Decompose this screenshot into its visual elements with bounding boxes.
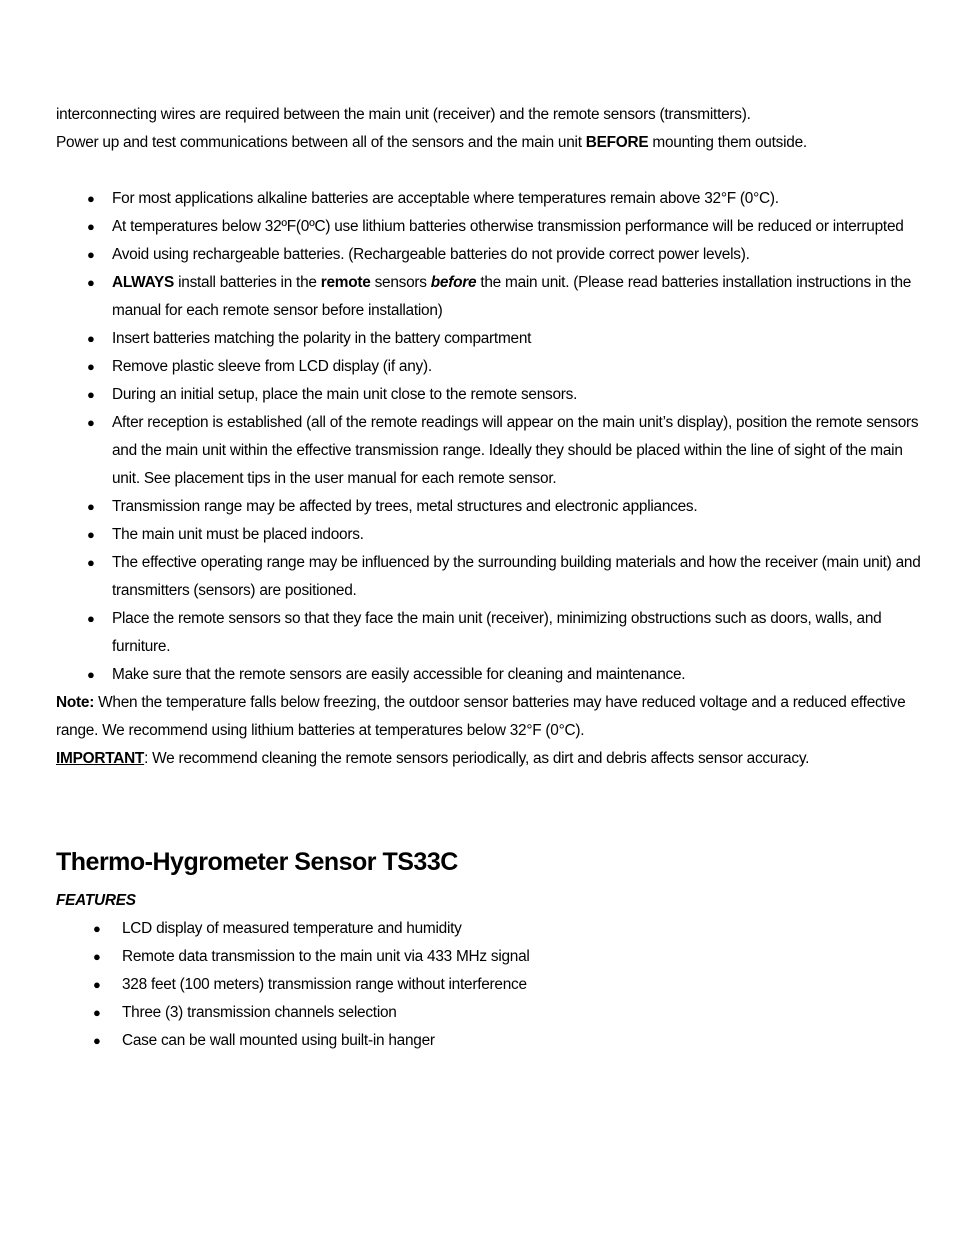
list-item-text: After reception is established (all of the remote readings will appear on the main unit’s display), position the remote sensors and the main unit within the effective transmission range. Ideally they should be placed within the line of sight of the main unit. See placement tips in the user manual for each remote sensor. bbox=[112, 414, 919, 487]
bullet-icon: ● bbox=[87, 359, 95, 374]
intro-line-1: interconnecting wires are required between the main unit (receiver) and the remote sensors (transmitters). bbox=[56, 106, 751, 123]
bullet-icon: ● bbox=[87, 611, 95, 626]
list-item bbox=[56, 971, 928, 999]
list-item-text: the main unit. (Please read batteries installation instructions in the manual for each remote sensor before installation) bbox=[112, 274, 912, 319]
list-item bbox=[56, 325, 928, 353]
intro-line-2 bbox=[56, 129, 928, 157]
list-item-text: LCD display of measured temperature and humidity bbox=[122, 920, 462, 937]
list-item bbox=[56, 213, 928, 241]
list-item bbox=[56, 605, 928, 661]
note-label: Note: bbox=[56, 694, 95, 711]
bullet-icon: ● bbox=[93, 977, 101, 992]
note-text: When the temperature falls below freezing, the outdoor sensor batteries may have reduced voltage and a reduced effective range. We recommend using lithium batteries at temperatures below 32°F (0°C). bbox=[56, 694, 906, 739]
list-item bbox=[56, 185, 928, 213]
features-subheading: FEATURES bbox=[56, 892, 136, 909]
list-item-text: The effective operating range may be influenced by the surrounding building materials and how the receiver (main unit) and transmitters (sensors) are positioned. bbox=[112, 554, 921, 599]
list-item-text: During an initial setup, place the main unit close to the remote sensors. bbox=[112, 386, 578, 403]
important-text: : We recommend cleaning the remote sensors periodically, as dirt and debris affects sensor accuracy. bbox=[144, 750, 810, 767]
bullet-icon: ● bbox=[93, 1033, 101, 1048]
bullet-icon: ● bbox=[87, 275, 95, 290]
list-item bbox=[56, 549, 928, 605]
bullet-icon: ● bbox=[93, 1005, 101, 1020]
intro-line-2-text: Power up and test communications between all of the sensors and the main unit bbox=[56, 134, 586, 151]
list-item-text: Transmission range may be affected by trees, metal structures and electronic appliances. bbox=[112, 498, 698, 515]
list-item-text: Avoid using rechargeable batteries. (Rechargeable batteries do not provide correct power levels). bbox=[112, 246, 750, 263]
list-item-text: Make sure that the remote sensors are easily accessible for cleaning and maintenance. bbox=[112, 666, 686, 683]
intro-line-2-text-end: mounting them outside. bbox=[648, 134, 807, 151]
list-item-text: install batteries in the bbox=[174, 274, 321, 291]
list-item bbox=[56, 493, 928, 521]
list-item-text: The main unit must be placed indoors. bbox=[112, 526, 364, 543]
bullet-icon: ● bbox=[87, 415, 95, 430]
bullet-icon: ● bbox=[87, 191, 95, 206]
spacer bbox=[56, 157, 928, 185]
list-item-text: For most applications alkaline batteries are acceptable where temperatures remain above 32°F (0°C). bbox=[112, 190, 779, 207]
bullet-icon: ● bbox=[87, 219, 95, 234]
section-heading: Thermo-Hygrometer Sensor TS33C bbox=[56, 848, 458, 876]
list-item bbox=[56, 1027, 928, 1055]
bullet-icon: ● bbox=[87, 667, 95, 682]
list-item bbox=[56, 409, 928, 493]
features-list bbox=[56, 915, 928, 1055]
always-emphasis: ALWAYS bbox=[112, 274, 175, 291]
note-paragraph bbox=[56, 689, 928, 745]
important-label: IMPORTANT bbox=[56, 750, 145, 767]
before-emphasis: before bbox=[430, 274, 477, 291]
list-item-text: Case can be wall mounted using built-in hanger bbox=[122, 1032, 435, 1049]
intro-before-emphasis: BEFORE bbox=[585, 134, 649, 151]
list-item bbox=[56, 241, 928, 269]
list-item-text: sensors bbox=[370, 274, 431, 291]
list-item-text: Place the remote sensors so that they face the main unit (receiver), minimizing obstructions such as doors, walls, and furniture. bbox=[112, 610, 882, 655]
list-item bbox=[56, 353, 928, 381]
bullet-icon: ● bbox=[87, 555, 95, 570]
list-item bbox=[56, 915, 928, 943]
list-item bbox=[56, 381, 928, 409]
list-item-text: Remote data transmission to the main unit via 433 MHz signal bbox=[122, 948, 530, 965]
list-item bbox=[56, 521, 928, 549]
list-item-text: Three (3) transmission channels selection bbox=[122, 1004, 397, 1021]
bullet-icon: ● bbox=[93, 921, 101, 936]
bullet-icon: ● bbox=[87, 499, 95, 514]
bullet-icon: ● bbox=[87, 247, 95, 262]
bullet-icon: ● bbox=[87, 527, 95, 542]
list-item-text: Insert batteries matching the polarity in the battery compartment bbox=[112, 330, 532, 347]
list-item bbox=[56, 269, 928, 325]
bullet-icon: ● bbox=[87, 331, 95, 346]
list-item bbox=[56, 661, 928, 689]
list-item bbox=[56, 943, 928, 971]
list-item bbox=[56, 999, 928, 1027]
list-item-text: 328 feet (100 meters) transmission range without interference bbox=[122, 976, 527, 993]
bullet-icon: ● bbox=[87, 387, 95, 402]
important-paragraph bbox=[56, 745, 928, 773]
battery-tips-list bbox=[56, 185, 928, 689]
page-content bbox=[56, 101, 928, 1055]
bullet-icon: ● bbox=[93, 949, 101, 964]
list-item-text: Remove plastic sleeve from LCD display (if any). bbox=[112, 358, 432, 375]
list-item-text: At temperatures below 32ºF(0ºC) use lithium batteries otherwise transmission performance will be reduced or interrupted bbox=[112, 218, 904, 235]
remote-emphasis: remote bbox=[320, 274, 371, 291]
